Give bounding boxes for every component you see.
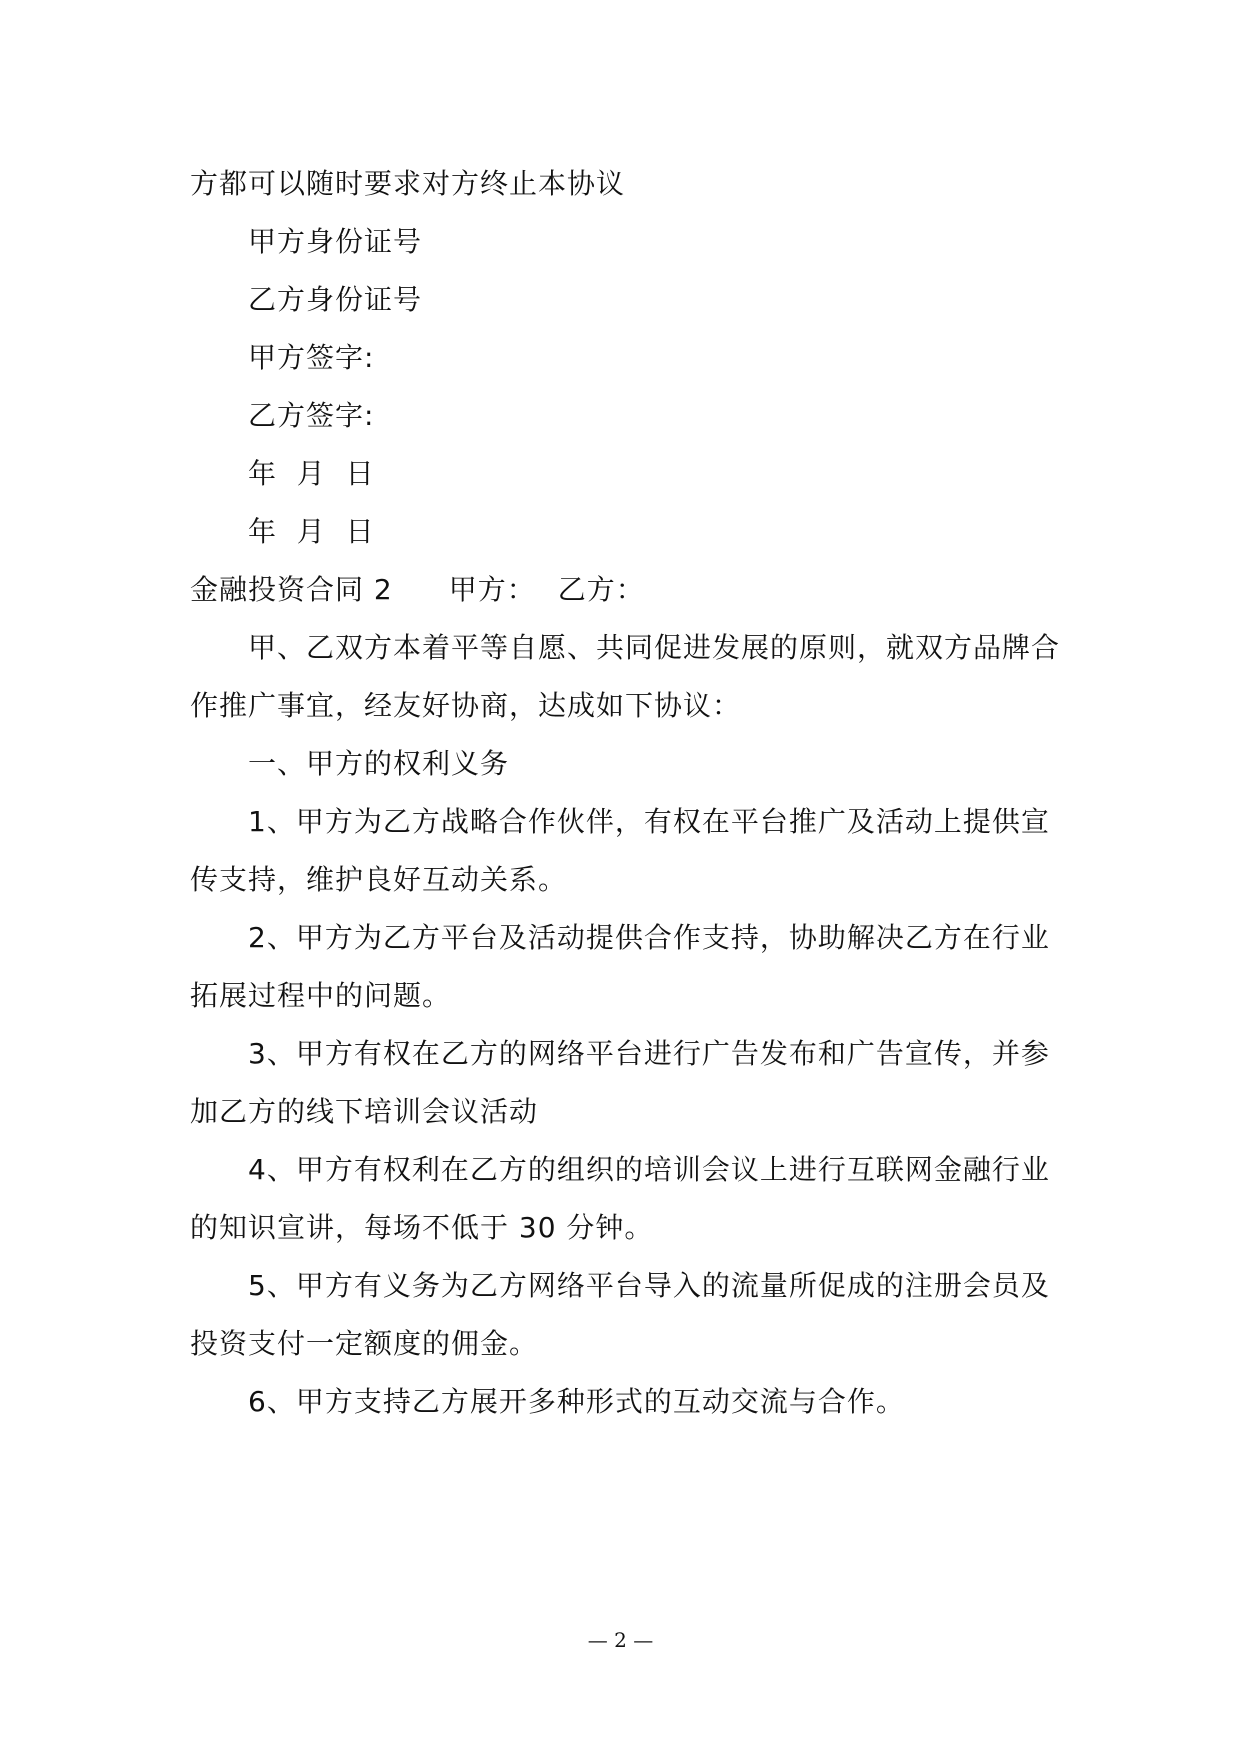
date-line: 年 月 日 bbox=[248, 515, 375, 548]
clause-line: 2、甲方为乙方平台及活动提供合作支持，协助解决乙方在行业 bbox=[248, 921, 1050, 954]
party-b-label: 乙方： bbox=[557, 573, 645, 606]
section-heading: 一、甲方的权利义务 bbox=[248, 747, 510, 780]
paragraph-line: 甲、乙双方本着平等自愿、共同促进发展的原则，就双方品牌合 bbox=[248, 631, 1061, 664]
date-line: 年 月 日 bbox=[248, 457, 375, 490]
contract-heading bbox=[190, 570, 645, 610]
clause-line: 6、甲方支持乙方展开多种形式的互动交流与合作。 bbox=[248, 1385, 905, 1418]
contract-title: 金融投资合同 2 bbox=[190, 573, 393, 606]
paragraph-line: 作推广事宜，经友好协商，达成如下协议： bbox=[190, 689, 742, 722]
clause-line: 5、甲方有义务为乙方网络平台导入的流量所促成的注册会员及 bbox=[248, 1269, 1050, 1302]
clause-line: 1、甲方为乙方战略合作伙伴，有权在平台推广及活动上提供宣 bbox=[248, 805, 1050, 838]
clause-line: 加乙方的线下培训会议活动 bbox=[190, 1095, 539, 1128]
text-line: 方都可以随时要求对方终止本协议 bbox=[190, 167, 626, 200]
page-number: — 2 — bbox=[587, 1628, 654, 1652]
clause-line: 的知识宣讲，每场不低于 30 分钟。 bbox=[190, 1211, 654, 1244]
party-b-signature-label: 乙方签字: bbox=[248, 399, 375, 432]
party-b-id-label: 乙方身份证号 bbox=[248, 283, 423, 316]
clause-line: 投资支付一定额度的佣金。 bbox=[190, 1327, 539, 1360]
party-a-label: 甲方： bbox=[448, 573, 536, 606]
clause-line: 4、甲方有权利在乙方的组织的培训会议上进行互联网金融行业 bbox=[248, 1153, 1050, 1186]
clause-line: 3、甲方有权在乙方的网络平台进行广告发布和广告宣传，并参 bbox=[248, 1037, 1050, 1070]
party-a-id-label: 甲方身份证号 bbox=[248, 225, 423, 258]
party-a-signature-label: 甲方签字: bbox=[248, 341, 375, 374]
clause-line: 传支持，维护良好互动关系。 bbox=[190, 863, 568, 896]
clause-line: 拓展过程中的问题。 bbox=[190, 979, 452, 1012]
